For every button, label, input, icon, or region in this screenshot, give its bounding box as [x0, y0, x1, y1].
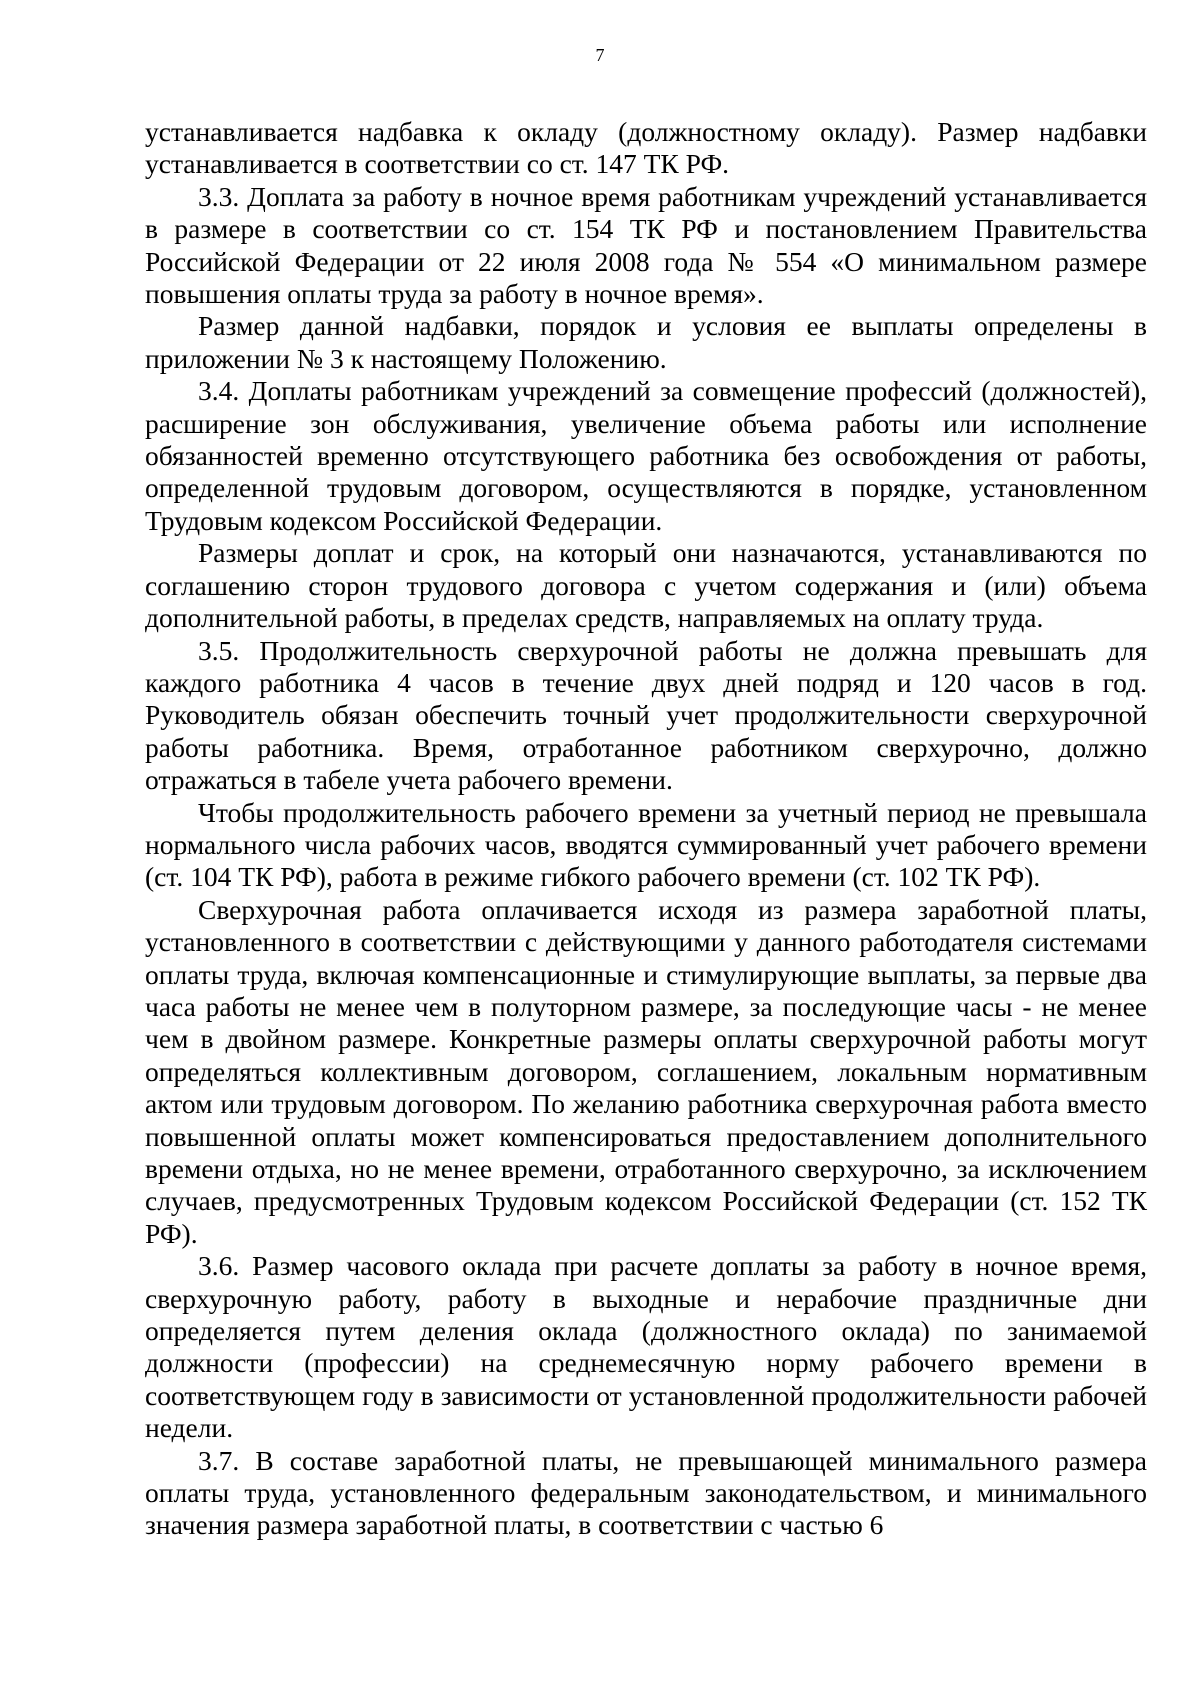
paragraph-3-4: 3.4. Доплаты работникам учреждений за совмещение профессий (должностей), расширение зон обслуживания, увеличение объема работы или исполнение обязанностей временно отсутствующего работника без освобождения от работы, определенной трудовым договором, осуществляются в порядке, установленном Трудовым кодексом Российской Федерации.	[145, 375, 1147, 536]
paragraph-3-5-overtime-pay: Сверхурочная работа оплачивается исходя из размера заработной платы, установленного в соответствии с действующими у данного работодателя системами оплаты труда, включая компенсационные и стимулирующие выплаты, за первые два часа работы не менее чем в полуторном размере, за последующие часы - не менее чем в двойном размере. Конкретные размеры оплаты сверхурочной работы могут определяться коллективным договором, соглашением, локальным нормативным актом или трудовым договором. По желанию работника сверхурочная работа вместо повышенной оплаты может компенсироваться предоставлением дополнительного времени отдыха, но не менее времени, отработанного сверхурочно, за исключением случаев, предусмотренных Трудовым кодексом Российской Федерации (ст. 152 ТК РФ).	[145, 893, 1147, 1249]
paragraph-3-7: 3.7. В составе заработной платы, не превышающей минимального размера оплаты труда, установленного федеральным законодательством, и минимального значения размера заработной платы, в соответствии с частью 6	[145, 1444, 1147, 1541]
page-number: 7	[595, 45, 605, 65]
paragraph-3-3: 3.3. Доплата за работу в ночное время работникам учреждений устанавливается в размере в соответствии со ст. 154 ТК РФ и постановлением Правительства Российской Федерации от 22 июля 2008 года № 554 «О минимальном размере повышения оплаты труда за работу в ночное время».	[145, 180, 1147, 310]
paragraph-3-3-supplement: Размер данной надбавки, порядок и условия ее выплаты определены в приложении № 3 к настоящему Положению.	[145, 310, 1147, 374]
paragraph-continuation: устанавливается надбавка к окладу (должностному окладу). Размер надбавки устанавливается в соответствии со ст. 147 ТК РФ.	[145, 116, 1147, 180]
document-body	[145, 116, 1147, 1542]
paragraph-3-5: 3.5. Продолжительность сверхурочной работы не должна превышать для каждого работника 4 часов в течение двух дней подряд и 120 часов в год. Руководитель обязан обеспечить точный учет продолжительности сверхурочной работы работника. Время, отработанное работником сверхурочно, должно отражаться в табеле учета рабочего времени.	[145, 634, 1147, 796]
paragraph-3-4-supplement: Размеры доплат и срок, на который они назначаются, устанавливаются по соглашению сторон трудового договора с учетом содержания и (или) объема дополнительной работы, в пределах средств, направляемых на оплату труда.	[145, 537, 1147, 634]
paragraph-3-5-working-time: Чтобы продолжительность рабочего времени за учетный период не превышала нормального числа рабочих часов, вводятся суммированный учет рабочего времени (ст. 104 ТК РФ), работа в режиме гибкого рабочего времени (ст. 102 ТК РФ).	[145, 796, 1147, 893]
paragraph-3-6: 3.6. Размер часового оклада при расчете доплаты за работу в ночное время, сверхурочную работу, работу в выходные и нерабочие праздничные дни определяется путем деления оклада (должностного оклада) по занимаемой должности (профессии) на среднемесячную норму рабочего времени в соответствующем году в зависимости от установленной продолжительности рабочей недели.	[145, 1250, 1147, 1444]
